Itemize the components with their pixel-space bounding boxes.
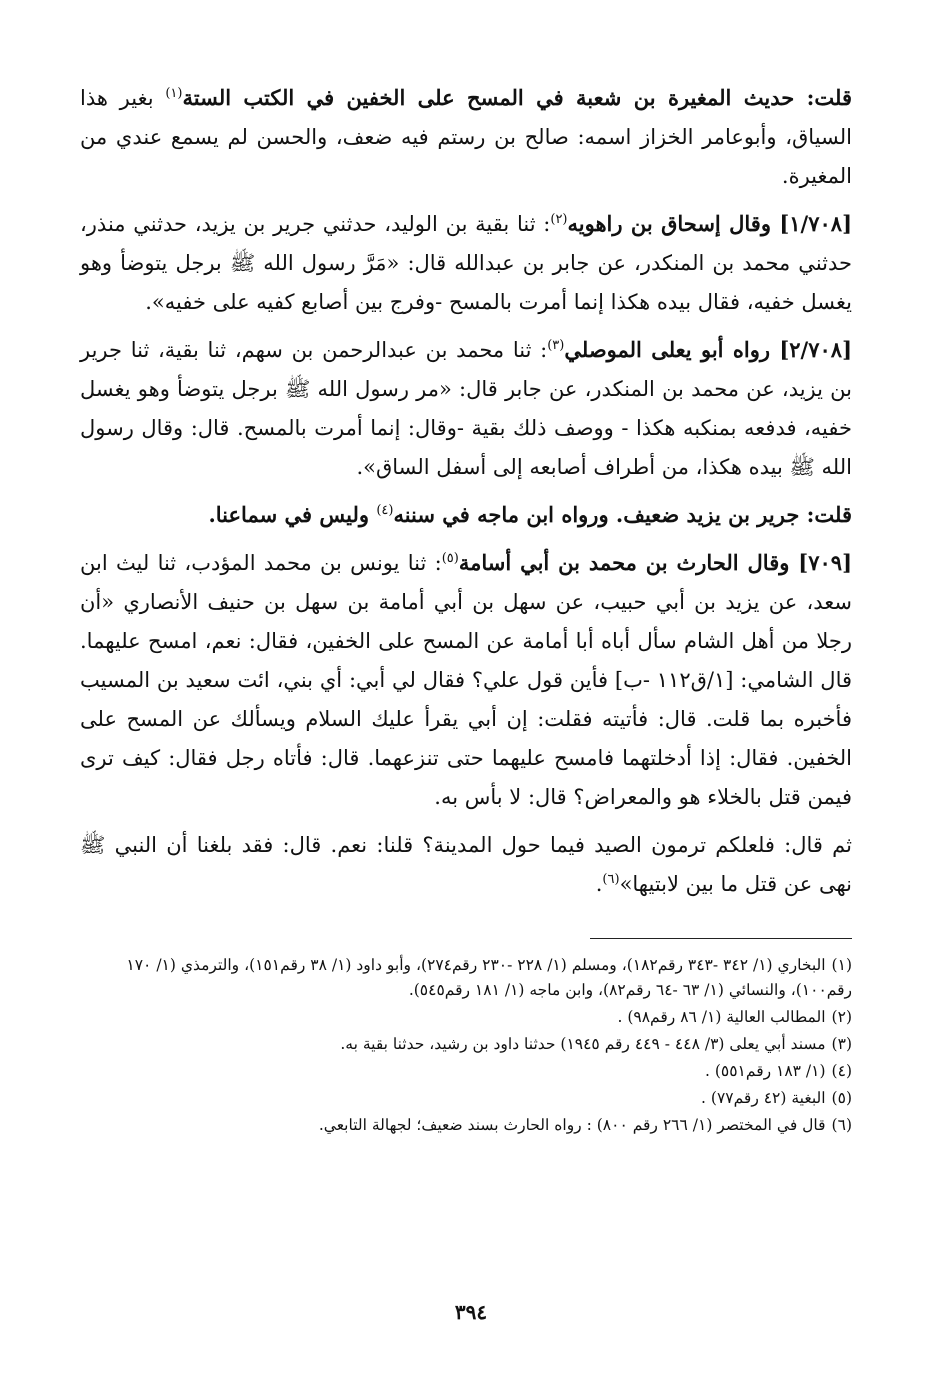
footnote-number: (٣) bbox=[831, 1035, 852, 1053]
paragraph-6-text: ثم قال: فلعلكم ترمون الصيد فيما حول المدينة؟ قلنا: نعم. قال: فقد بلغنا أن النبي ﷺ نهى عن قتل ما بين لابتيها» bbox=[80, 833, 852, 896]
paragraph-5 bbox=[80, 543, 852, 817]
paragraph-2 bbox=[80, 204, 852, 322]
footnote-1 bbox=[80, 953, 852, 1003]
footnote-number: (٦) bbox=[831, 1116, 852, 1134]
footnote-number: (٤) bbox=[831, 1062, 852, 1080]
paragraph-1 bbox=[80, 78, 852, 196]
footnote-ref-6: (٦) bbox=[602, 872, 620, 887]
footnote-3 bbox=[80, 1032, 852, 1057]
footnote-text: (١/ ١٨٣ رقم٥٥١) . bbox=[704, 1062, 826, 1080]
footnote-divider bbox=[590, 938, 852, 939]
footnote-ref-4: (٤) bbox=[376, 503, 394, 518]
footnote-4 bbox=[80, 1059, 852, 1084]
footnote-6 bbox=[80, 1113, 852, 1138]
paragraph-2-lead: [١/٧٠٨] وقال إسحاق بن راهويه bbox=[567, 211, 853, 236]
page-number: ٣٩٤ bbox=[454, 1300, 488, 1324]
paragraph-4-text: جرير بن يزيد ضعيف. ورواه ابن ماجه في سننه bbox=[393, 502, 800, 527]
footnote-ref-3: (٣) bbox=[547, 338, 565, 353]
footnote-number: (٥) bbox=[831, 1089, 852, 1107]
paragraph-1-text: حديث المغيرة بن شعبة في المسح على الخفين في الكتب الستة bbox=[182, 85, 795, 110]
footnote-text: البغية (٤٢ رقم٧٧) . bbox=[701, 1089, 826, 1107]
footnote-text: قال في المختصر (١/ ٢٦٦ رقم ٨٠٠) : رواه الحارث بسند ضعيف؛ لجهالة التابعي. bbox=[318, 1116, 826, 1134]
paragraph-3-rest: : ثنا محمد بن عبدالرحمن بن سهم، ثنا بقية، ثنا جرير بن يزيد، عن محمد بن المنكدر، عن جابر قال: «مر رسول الله ﷺ برجل يتوضأ وهو يغسل خفيه، فدفعه بمنكبه هكذا - ووصف ذلك بقية -وقال: إنما أمرت بالمسح. قال: وقال رسول الله ﷺ بيده هكذا، من أطراف أصابعه إلى أسفل الساق». bbox=[80, 338, 852, 479]
footnote-number: (٢) bbox=[831, 1008, 852, 1026]
paragraph-5-rest: : ثنا يونس بن محمد المؤدب، ثنا ليث ابن سعد، عن يزيد بن أبي حبيب، عن سهل بن أبي أمامة بن سهل بن حنيف الأنصاري «أن رجلا من أهل الشام سأل أباه أبا أمامة عن المسح على الخفين، فقال: نعم، امسح عليهما. قال الشامي: [١/ق١١٢ -ب] فأين قول علي؟ فقال لي أبي: أي بني، ائت سعيد بن المسيب فأخبره بما قلت. قال: فأتيته فقلت: إن أبي يقرأ عليك السلام ويسألك عن المسح على الخفين. فقال: إذا أدخلتهما فامسح عليهما حتى تنزعهما. قال: فأتاه رجل فقال: كيف ترى فيمن قتل بالخلاء هو والمعراض؟ قال: لا بأس به. bbox=[80, 551, 853, 809]
footnote-ref-1: (١) bbox=[165, 86, 183, 101]
paragraph-6-rest: . bbox=[595, 872, 603, 896]
paragraph-1-lead: قلت: bbox=[794, 85, 853, 110]
footnote-2 bbox=[80, 1005, 852, 1030]
paragraph-3 bbox=[80, 330, 852, 487]
paragraph-2-rest: : ثنا بقية بن الوليد، حدثني جرير بن يزيد، حدثني منذر، حدثني محمد بن المنكدر، عن جابر بن عبدالله قال: «مَرَّ رسول الله ﷺ برجل يتوضأ وهو يغسل خفيه، فقال بيده هكذا إنما أمرت بالمسح -وفرج بين أصابع كفيه على خفيه». bbox=[80, 212, 852, 314]
footnote-number: (١) bbox=[831, 956, 852, 974]
paragraph-6 bbox=[80, 825, 852, 904]
footnotes bbox=[80, 953, 852, 1138]
footnote-text: المطالب العالية (١/ ٨٦ رقم٩٨) . bbox=[617, 1008, 826, 1026]
paragraph-1-rest: بغير هذا السياق، وأبوعامر الخزاز اسمه: صالح بن رستم فيه ضعف، والحسن لم يسمع عندي من المغيرة. bbox=[80, 86, 852, 188]
footnote-5 bbox=[80, 1086, 852, 1111]
footnote-ref-5: (٥) bbox=[441, 551, 459, 566]
page-body bbox=[80, 78, 852, 1140]
paragraph-5-lead: [٧٠٩] وقال الحارث بن محمد بن أبي أسامة bbox=[458, 550, 852, 575]
paragraph-4-rest: وليس في سماعنا. bbox=[208, 502, 377, 527]
paragraph-4 bbox=[80, 495, 852, 535]
footnote-text: مسند أبي يعلى (٣/ ٤٤٨ - ٤٤٩ رقم ١٩٤٥) حدثنا داود بن رشيد، حدثنا بقية به. bbox=[340, 1035, 826, 1053]
footnote-text: البخاري (١/ ٣٤٢ -٣٤٣ رقم١٨٢)، ومسلم (١/ ٢٢٨ -٢٣٠ رقم٢٧٤)، وأبو داود (١/ ٣٨ رقم١٥١)، والترمذي (١/ ١٧٠ رقم١٠٠)، والنسائي (١/ ٦٣ -٦٤ رقم٨٢)، وابن ماجه (١/ ١٨١ رقم٥٤٥). bbox=[126, 956, 852, 999]
paragraph-4-lead: قلت: bbox=[799, 502, 852, 527]
paragraph-3-lead: [٢/٧٠٨] رواه أبو يعلى الموصلي bbox=[564, 337, 852, 362]
footnote-ref-2: (٢) bbox=[550, 212, 568, 227]
